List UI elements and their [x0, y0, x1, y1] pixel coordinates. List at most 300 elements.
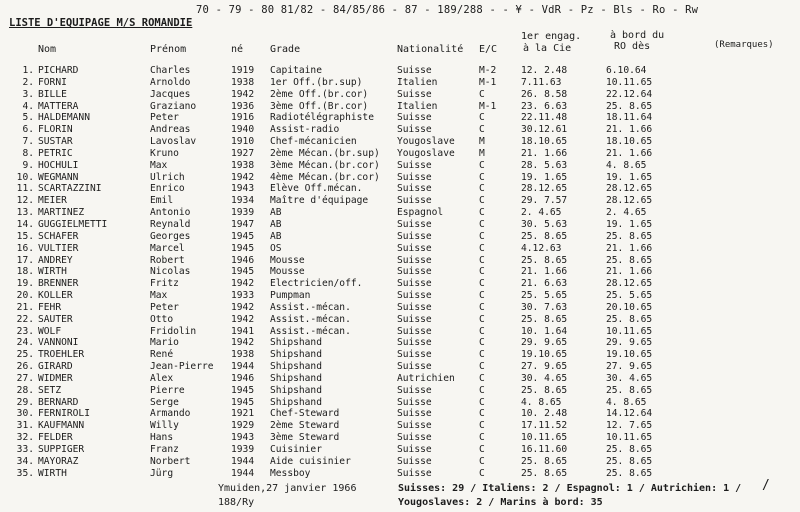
crew-ec: C: [479, 266, 485, 278]
column-header-engagement-line1: 1er engag.: [521, 31, 582, 42]
crew-first-engagement: 22.11.48: [521, 112, 568, 124]
crew-rank: Shipshand: [270, 384, 322, 396]
crew-ec: C: [479, 195, 485, 207]
crew-ec: C: [479, 361, 485, 373]
crew-onboard-since: 12. 7.65: [606, 420, 653, 432]
crew-birth-year: 1943: [231, 183, 255, 195]
crew-surname: KOLLER: [38, 290, 73, 302]
crew-onboard-since: 25. 8.65: [606, 384, 653, 396]
row-number: 23.: [16, 325, 34, 337]
crew-first-engagement: 25. 5.65: [521, 290, 568, 302]
crew-onboard-since: 22.12.64: [606, 88, 653, 100]
crew-first-engagement: 30.12.61: [521, 124, 568, 136]
crew-nationality: Suisse: [397, 254, 432, 266]
crew-row: [0, 148, 800, 160]
crew-surname: GIRARD: [38, 361, 73, 373]
crew-row: [0, 420, 800, 432]
crew-surname: KAUFMANN: [38, 420, 85, 432]
crew-rank: Mousse: [270, 254, 305, 266]
crew-firstname: Antonio: [150, 207, 191, 219]
crew-firstname: Enrico: [150, 183, 185, 195]
crew-firstname: Kruno: [150, 147, 179, 159]
crew-rank: 3ème Off.(Br.cor): [270, 100, 369, 112]
crew-firstname: Norbert: [150, 455, 191, 467]
crew-ec: C: [479, 301, 485, 313]
crew-surname: PETRIC: [38, 147, 73, 159]
crew-nationality: Suisse: [397, 361, 432, 373]
row-number: 7.: [22, 136, 34, 148]
crew-nationality: Suisse: [397, 218, 432, 230]
row-number: 32.: [16, 432, 34, 444]
crew-rank: 2ème Steward: [270, 420, 340, 432]
crew-nationality: Suisse: [397, 230, 432, 242]
crew-row: [0, 172, 800, 184]
crew-nationality: Suisse: [397, 278, 432, 290]
crew-rank: Pumpman: [270, 290, 311, 302]
crew-ec: C: [479, 230, 485, 242]
crew-rank: Chef-mécanicien: [270, 136, 357, 148]
crew-onboard-since: 19.10.65: [606, 349, 653, 361]
crew-first-engagement: 10.11.65: [521, 432, 568, 444]
crew-rank: Shipshand: [270, 337, 322, 349]
crew-rank: Radiotélégraphiste: [270, 112, 374, 124]
crew-onboard-since: 25. 8.65: [606, 455, 653, 467]
crew-birth-year: 1916: [231, 112, 255, 124]
crew-nationality: Suisse: [397, 455, 432, 467]
crew-rank: Shipshand: [270, 396, 322, 408]
crew-row: [0, 397, 800, 409]
crew-firstname: Andreas: [150, 124, 191, 136]
crew-nationality: Suisse: [397, 183, 432, 195]
crew-ec: C: [479, 455, 485, 467]
crew-row: [0, 385, 800, 397]
crew-onboard-since: 25. 8.65: [606, 230, 653, 242]
row-number: 5.: [22, 112, 34, 124]
crew-birth-year: 1910: [231, 136, 255, 148]
crew-row: [0, 231, 800, 243]
crew-firstname: Max: [150, 159, 168, 171]
crew-birth-year: 1945: [231, 266, 255, 278]
crew-surname: SETZ: [38, 384, 62, 396]
crew-first-engagement: 30. 4.65: [521, 372, 568, 384]
crew-nationality: Suisse: [397, 290, 432, 302]
crew-ec: C: [479, 444, 485, 455]
crew-firstname: Ulrich: [150, 171, 185, 183]
crew-row: [0, 290, 800, 302]
reference-codes-line: 70 - 79 - 80 81/82 - 84/85/86 - 87 - 189/288 - - ¥ - VdR - Pz - Bls - Ro - Rw: [196, 4, 699, 16]
crew-surname: TROEHLER: [38, 349, 85, 361]
crew-rank: Shipshand: [270, 349, 322, 361]
crew-birth-year: 1927: [231, 147, 255, 159]
crew-row: [0, 243, 800, 255]
row-number: 2.: [22, 76, 34, 88]
crew-first-engagement: 17.11.52: [521, 420, 568, 432]
crew-ec: C: [479, 313, 485, 325]
crew-nationality: Suisse: [397, 65, 432, 76]
crew-nationality: Suisse: [397, 242, 432, 254]
crew-surname: BILLE: [38, 88, 67, 100]
crew-ec: M: [479, 147, 485, 159]
crew-surname: FERNIROLI: [38, 408, 90, 420]
crew-rank: Shipshand: [270, 372, 322, 384]
place-and-date: Ymuiden,27 janvier 1966: [218, 483, 357, 494]
column-header-grade: Grade: [270, 44, 301, 55]
crew-rank: Electricien/off.: [270, 278, 363, 290]
crew-ec: C: [479, 290, 485, 302]
crew-first-engagement: 26. 8.58: [521, 88, 568, 100]
row-number: 3.: [22, 88, 34, 100]
crew-row: [0, 101, 800, 113]
crew-rank: Chef-Steward: [270, 408, 340, 420]
row-number: 33.: [16, 444, 34, 455]
crew-birth-year: 1942: [231, 88, 255, 100]
crew-first-engagement: 21. 1.66: [521, 147, 568, 159]
crew-firstname: Mario: [150, 337, 179, 349]
row-number: 24.: [16, 337, 34, 349]
crew-nationality: Suisse: [397, 396, 432, 408]
crew-first-engagement: 28. 5.63: [521, 159, 568, 171]
crew-onboard-since: 21. 1.66: [606, 124, 653, 136]
crew-ec: M: [479, 136, 485, 148]
crew-onboard-since: 10.11.65: [606, 432, 653, 444]
crew-nationality: Suisse: [397, 124, 432, 136]
crew-firstname: Serge: [150, 396, 179, 408]
crew-onboard-since: 10.11.65: [606, 76, 653, 88]
crew-surname: BRENNER: [38, 278, 79, 290]
crew-first-engagement: 2. 4.65: [521, 207, 562, 219]
crew-onboard-since: 21. 1.66: [606, 147, 653, 159]
crew-birth-year: 1929: [231, 420, 255, 432]
crew-birth-year: 1944: [231, 455, 255, 467]
crew-row: [0, 408, 800, 420]
crew-ec: C: [479, 349, 485, 361]
crew-firstname: Marcel: [150, 242, 185, 254]
row-number: 22.: [16, 313, 34, 325]
crew-rank: AB: [270, 230, 282, 242]
nationality-totals: Suisses: 29 / Italiens: 2 / Espagnol: 1 / Autrichien: 1 /: [398, 483, 742, 494]
crew-surname: HOCHULI: [38, 159, 79, 171]
crew-onboard-since: 6.10.64: [606, 65, 647, 76]
row-number: 20.: [16, 290, 34, 302]
crew-birth-year: 1947: [231, 218, 255, 230]
crew-birth-year: 1943: [231, 432, 255, 444]
crew-first-engagement: 25. 8.65: [521, 384, 568, 396]
crew-firstname: Alex: [150, 372, 174, 384]
crew-onboard-since: 25. 8.65: [606, 467, 653, 479]
crew-firstname: Robert: [150, 254, 185, 266]
crew-row: [0, 326, 800, 338]
crew-surname: GUGGIELMETTI: [38, 218, 108, 230]
crew-firstname: Fritz: [150, 278, 179, 290]
crew-ec: C: [479, 372, 485, 384]
crew-firstname: Arnoldo: [150, 76, 191, 88]
crew-onboard-since: 25. 8.65: [606, 444, 653, 455]
crew-row: [0, 77, 800, 89]
crew-nationality: Suisse: [397, 420, 432, 432]
crew-onboard-since: 30. 4.65: [606, 372, 653, 384]
crew-row: [0, 124, 800, 136]
crew-ec: C: [479, 325, 485, 337]
crew-firstname: René: [150, 349, 174, 361]
crew-onboard-since: 25. 8.65: [606, 100, 653, 112]
crew-firstname: Jean-Pierre: [150, 361, 214, 373]
crew-onboard-since: 4. 8.65: [606, 396, 647, 408]
row-number: 15.: [16, 230, 34, 242]
row-number: 6.: [22, 124, 34, 136]
crew-ec: M-1: [479, 76, 497, 88]
crew-birth-year: 1938: [231, 76, 255, 88]
crew-surname: SCARTAZZINI: [38, 183, 102, 195]
row-number: 35.: [16, 467, 34, 479]
row-number: 11.: [16, 183, 34, 195]
crew-firstname: Nicolas: [150, 266, 191, 278]
crew-firstname: Georges: [150, 230, 191, 242]
crew-first-engagement: 30. 7.63: [521, 301, 568, 313]
crew-surname: FORNI: [38, 76, 67, 88]
row-number: 29.: [16, 396, 34, 408]
crew-nationality: Espagnol: [397, 207, 444, 219]
crew-ec: C: [479, 384, 485, 396]
crew-row: [0, 112, 800, 124]
crew-firstname: Reynald: [150, 218, 191, 230]
crew-firstname: Pierre: [150, 384, 185, 396]
crew-nationality: Suisse: [397, 195, 432, 207]
crew-first-engagement: 10. 2.48: [521, 408, 568, 420]
crew-firstname: Fridolin: [150, 325, 197, 337]
crew-surname: MARTINEZ: [38, 207, 85, 219]
crew-row: [0, 183, 800, 195]
crew-rank: 3ème Mécan.(br.cor): [270, 159, 380, 171]
crew-row: [0, 266, 800, 278]
crew-nationality: Suisse: [397, 313, 432, 325]
crew-onboard-since: 10.11.65: [606, 325, 653, 337]
crew-onboard-since: 25. 8.65: [606, 313, 653, 325]
crew-birth-year: 1945: [231, 230, 255, 242]
crew-firstname: Lavoslav: [150, 136, 197, 148]
crew-firstname: Max: [150, 290, 168, 302]
crew-onboard-since: 14.12.64: [606, 408, 653, 420]
crew-rank: AB: [270, 207, 282, 219]
crew-rank: AB: [270, 218, 282, 230]
crew-surname: WEGMANN: [38, 171, 79, 183]
crew-ec: C: [479, 124, 485, 136]
column-header-nationalite: Nationalité: [397, 44, 464, 55]
crew-onboard-since: 25. 8.65: [606, 254, 653, 266]
crew-rank: Assist.-mécan.: [270, 301, 351, 313]
row-number: 28.: [16, 384, 34, 396]
crew-first-engagement: 10. 1.64: [521, 325, 568, 337]
crew-onboard-since: 18.11.64: [606, 112, 653, 124]
crew-first-engagement: 7.11.63: [521, 76, 562, 88]
crew-onboard-since: 19. 1.65: [606, 171, 653, 183]
crew-first-engagement: 12. 2.48: [521, 65, 568, 76]
crew-rank: 2ème Mécan.(br.sup): [270, 147, 380, 159]
column-header-ne: né: [231, 44, 244, 55]
crew-rank: Cuisinier: [270, 444, 322, 455]
crew-firstname: Graziano: [150, 100, 197, 112]
column-header-remarques: (Remarques): [714, 40, 774, 50]
crew-surname: WIDMER: [38, 372, 73, 384]
crew-ec: C: [479, 432, 485, 444]
crew-firstname: Armando: [150, 408, 191, 420]
crew-first-engagement: 29. 9.65: [521, 337, 568, 349]
crew-onboard-since: 19. 1.65: [606, 218, 653, 230]
crew-birth-year: 1945: [231, 242, 255, 254]
crew-birth-year: 1921: [231, 408, 255, 420]
crew-first-engagement: 16.11.60: [521, 444, 568, 455]
crew-ec: C: [479, 207, 485, 219]
row-number: 16.: [16, 242, 34, 254]
crew-first-engagement: 25. 8.65: [521, 254, 568, 266]
row-number: 13.: [16, 207, 34, 219]
crew-rank: Assist-radio: [270, 124, 340, 136]
crew-surname: MATTERA: [38, 100, 79, 112]
crew-nationality: Italien: [397, 100, 438, 112]
crew-first-engagement: 4.12.63: [521, 242, 562, 254]
crew-first-engagement: 29. 7.57: [521, 195, 568, 207]
crew-ec: C: [479, 112, 485, 124]
crew-rank: Assist.-mécan.: [270, 313, 351, 325]
crew-first-engagement: 25. 8.65: [521, 455, 568, 467]
crew-first-engagement: 23. 6.63: [521, 100, 568, 112]
row-number: 10.: [16, 171, 34, 183]
crew-ec: M-1: [479, 100, 497, 112]
crew-nationality: Yougoslave: [397, 136, 455, 148]
crew-firstname: Otto: [150, 313, 174, 325]
crew-birth-year: 1944: [231, 467, 255, 479]
crew-row: [0, 136, 800, 148]
crew-ec: C: [479, 396, 485, 408]
crew-firstname: Hans: [150, 432, 174, 444]
crew-birth-year: 1938: [231, 349, 255, 361]
crew-surname: MEIER: [38, 195, 67, 207]
crew-surname: BERNARD: [38, 396, 79, 408]
crew-row: [0, 337, 800, 349]
row-number: 17.: [16, 254, 34, 266]
crew-onboard-since: 2. 4.65: [606, 207, 647, 219]
row-number: 18.: [16, 266, 34, 278]
crew-birth-year: 1946: [231, 372, 255, 384]
crew-surname: HALDEMANN: [38, 112, 90, 124]
row-number: 8.: [22, 147, 34, 159]
crew-nationality: Suisse: [397, 432, 432, 444]
crew-rank: 3ème Steward: [270, 432, 340, 444]
crew-row: [0, 278, 800, 290]
crew-totals: Yougoslaves: 2 / Marins à bord: 35: [398, 497, 603, 508]
crew-surname: VANNONI: [38, 337, 79, 349]
crew-birth-year: 1944: [231, 361, 255, 373]
crew-nationality: Suisse: [397, 325, 432, 337]
crew-birth-year: 1936: [231, 100, 255, 112]
crew-onboard-since: 29. 9.65: [606, 337, 653, 349]
crew-nationality: Suisse: [397, 266, 432, 278]
reference-number: 188/Ry: [218, 497, 255, 508]
crew-nationality: Suisse: [397, 384, 432, 396]
crew-surname: FLORIN: [38, 124, 73, 136]
crew-first-engagement: 25. 8.65: [521, 467, 568, 479]
crew-firstname: Jürg: [150, 467, 174, 479]
crew-nationality: Suisse: [397, 159, 432, 171]
crew-table: [0, 65, 800, 480]
crew-surname: SUSTAR: [38, 136, 73, 148]
crew-row: [0, 207, 800, 219]
crew-rank: 2ème Off.(br.cor): [270, 88, 369, 100]
crew-onboard-since: 25. 5.65: [606, 290, 653, 302]
crew-firstname: Charles: [150, 65, 191, 76]
row-number: 19.: [16, 278, 34, 290]
crew-first-engagement: 4. 8.65: [521, 396, 562, 408]
crew-nationality: Suisse: [397, 349, 432, 361]
crew-surname: VULTIER: [38, 242, 79, 254]
crew-onboard-since: 27. 9.65: [606, 361, 653, 373]
column-header-ec: E/C: [479, 44, 498, 55]
row-number: 4.: [22, 100, 34, 112]
row-number: 30.: [16, 408, 34, 420]
crew-ec: C: [479, 218, 485, 230]
crew-surname: MAYORAZ: [38, 455, 79, 467]
crew-rank: 1er Off.(br.sup): [270, 76, 363, 88]
crew-nationality: Suisse: [397, 408, 432, 420]
crew-birth-year: 1933: [231, 290, 255, 302]
column-header-prenom: Prénom: [150, 44, 187, 55]
crew-first-engagement: 25. 8.65: [521, 230, 568, 242]
crew-ec: C: [479, 254, 485, 266]
crew-row: [0, 255, 800, 267]
crew-first-engagement: 27. 9.65: [521, 361, 568, 373]
crew-row: [0, 302, 800, 314]
crew-first-engagement: 19. 1.65: [521, 171, 568, 183]
crew-first-engagement: 25. 8.65: [521, 313, 568, 325]
crew-nationality: Suisse: [397, 88, 432, 100]
crew-row: [0, 456, 800, 468]
crew-onboard-since: 21. 1.66: [606, 266, 653, 278]
crew-row: [0, 160, 800, 172]
column-header-onboard-line2: RO dès: [614, 41, 651, 52]
crew-first-engagement: 19.10.65: [521, 349, 568, 361]
crew-first-engagement: 28.12.65: [521, 183, 568, 195]
crew-ec: C: [479, 278, 485, 290]
crew-firstname: Peter: [150, 112, 179, 124]
crew-row: [0, 444, 800, 456]
crew-row: [0, 468, 800, 480]
crew-onboard-since: 28.12.65: [606, 278, 653, 290]
crew-row: [0, 349, 800, 361]
crew-first-engagement: 30. 5.63: [521, 218, 568, 230]
crew-ec: C: [479, 88, 485, 100]
crew-nationality: Suisse: [397, 171, 432, 183]
crew-rank: OS: [270, 242, 282, 254]
crew-row: [0, 65, 800, 77]
crew-birth-year: 1940: [231, 124, 255, 136]
crew-nationality: Suisse: [397, 467, 432, 479]
crew-rank: Assist.-mécan.: [270, 325, 351, 337]
crew-onboard-since: 28.12.65: [606, 195, 653, 207]
crew-birth-year: 1939: [231, 444, 255, 455]
crew-ec: C: [479, 420, 485, 432]
crew-firstname: Peter: [150, 301, 179, 313]
crew-ec: C: [479, 171, 485, 183]
crew-birth-year: 1942: [231, 337, 255, 349]
crew-ec: C: [479, 337, 485, 349]
row-number: 21.: [16, 301, 34, 313]
crew-nationality: Yougoslave: [397, 147, 455, 159]
crew-first-engagement: 21. 1.66: [521, 266, 568, 278]
crew-rank: Maître d'équipage: [270, 195, 369, 207]
crew-surname: ANDREY: [38, 254, 73, 266]
crew-rank: Aide cuisinier: [270, 455, 351, 467]
crew-birth-year: 1942: [231, 301, 255, 313]
crew-rank: Capitaine: [270, 65, 322, 76]
